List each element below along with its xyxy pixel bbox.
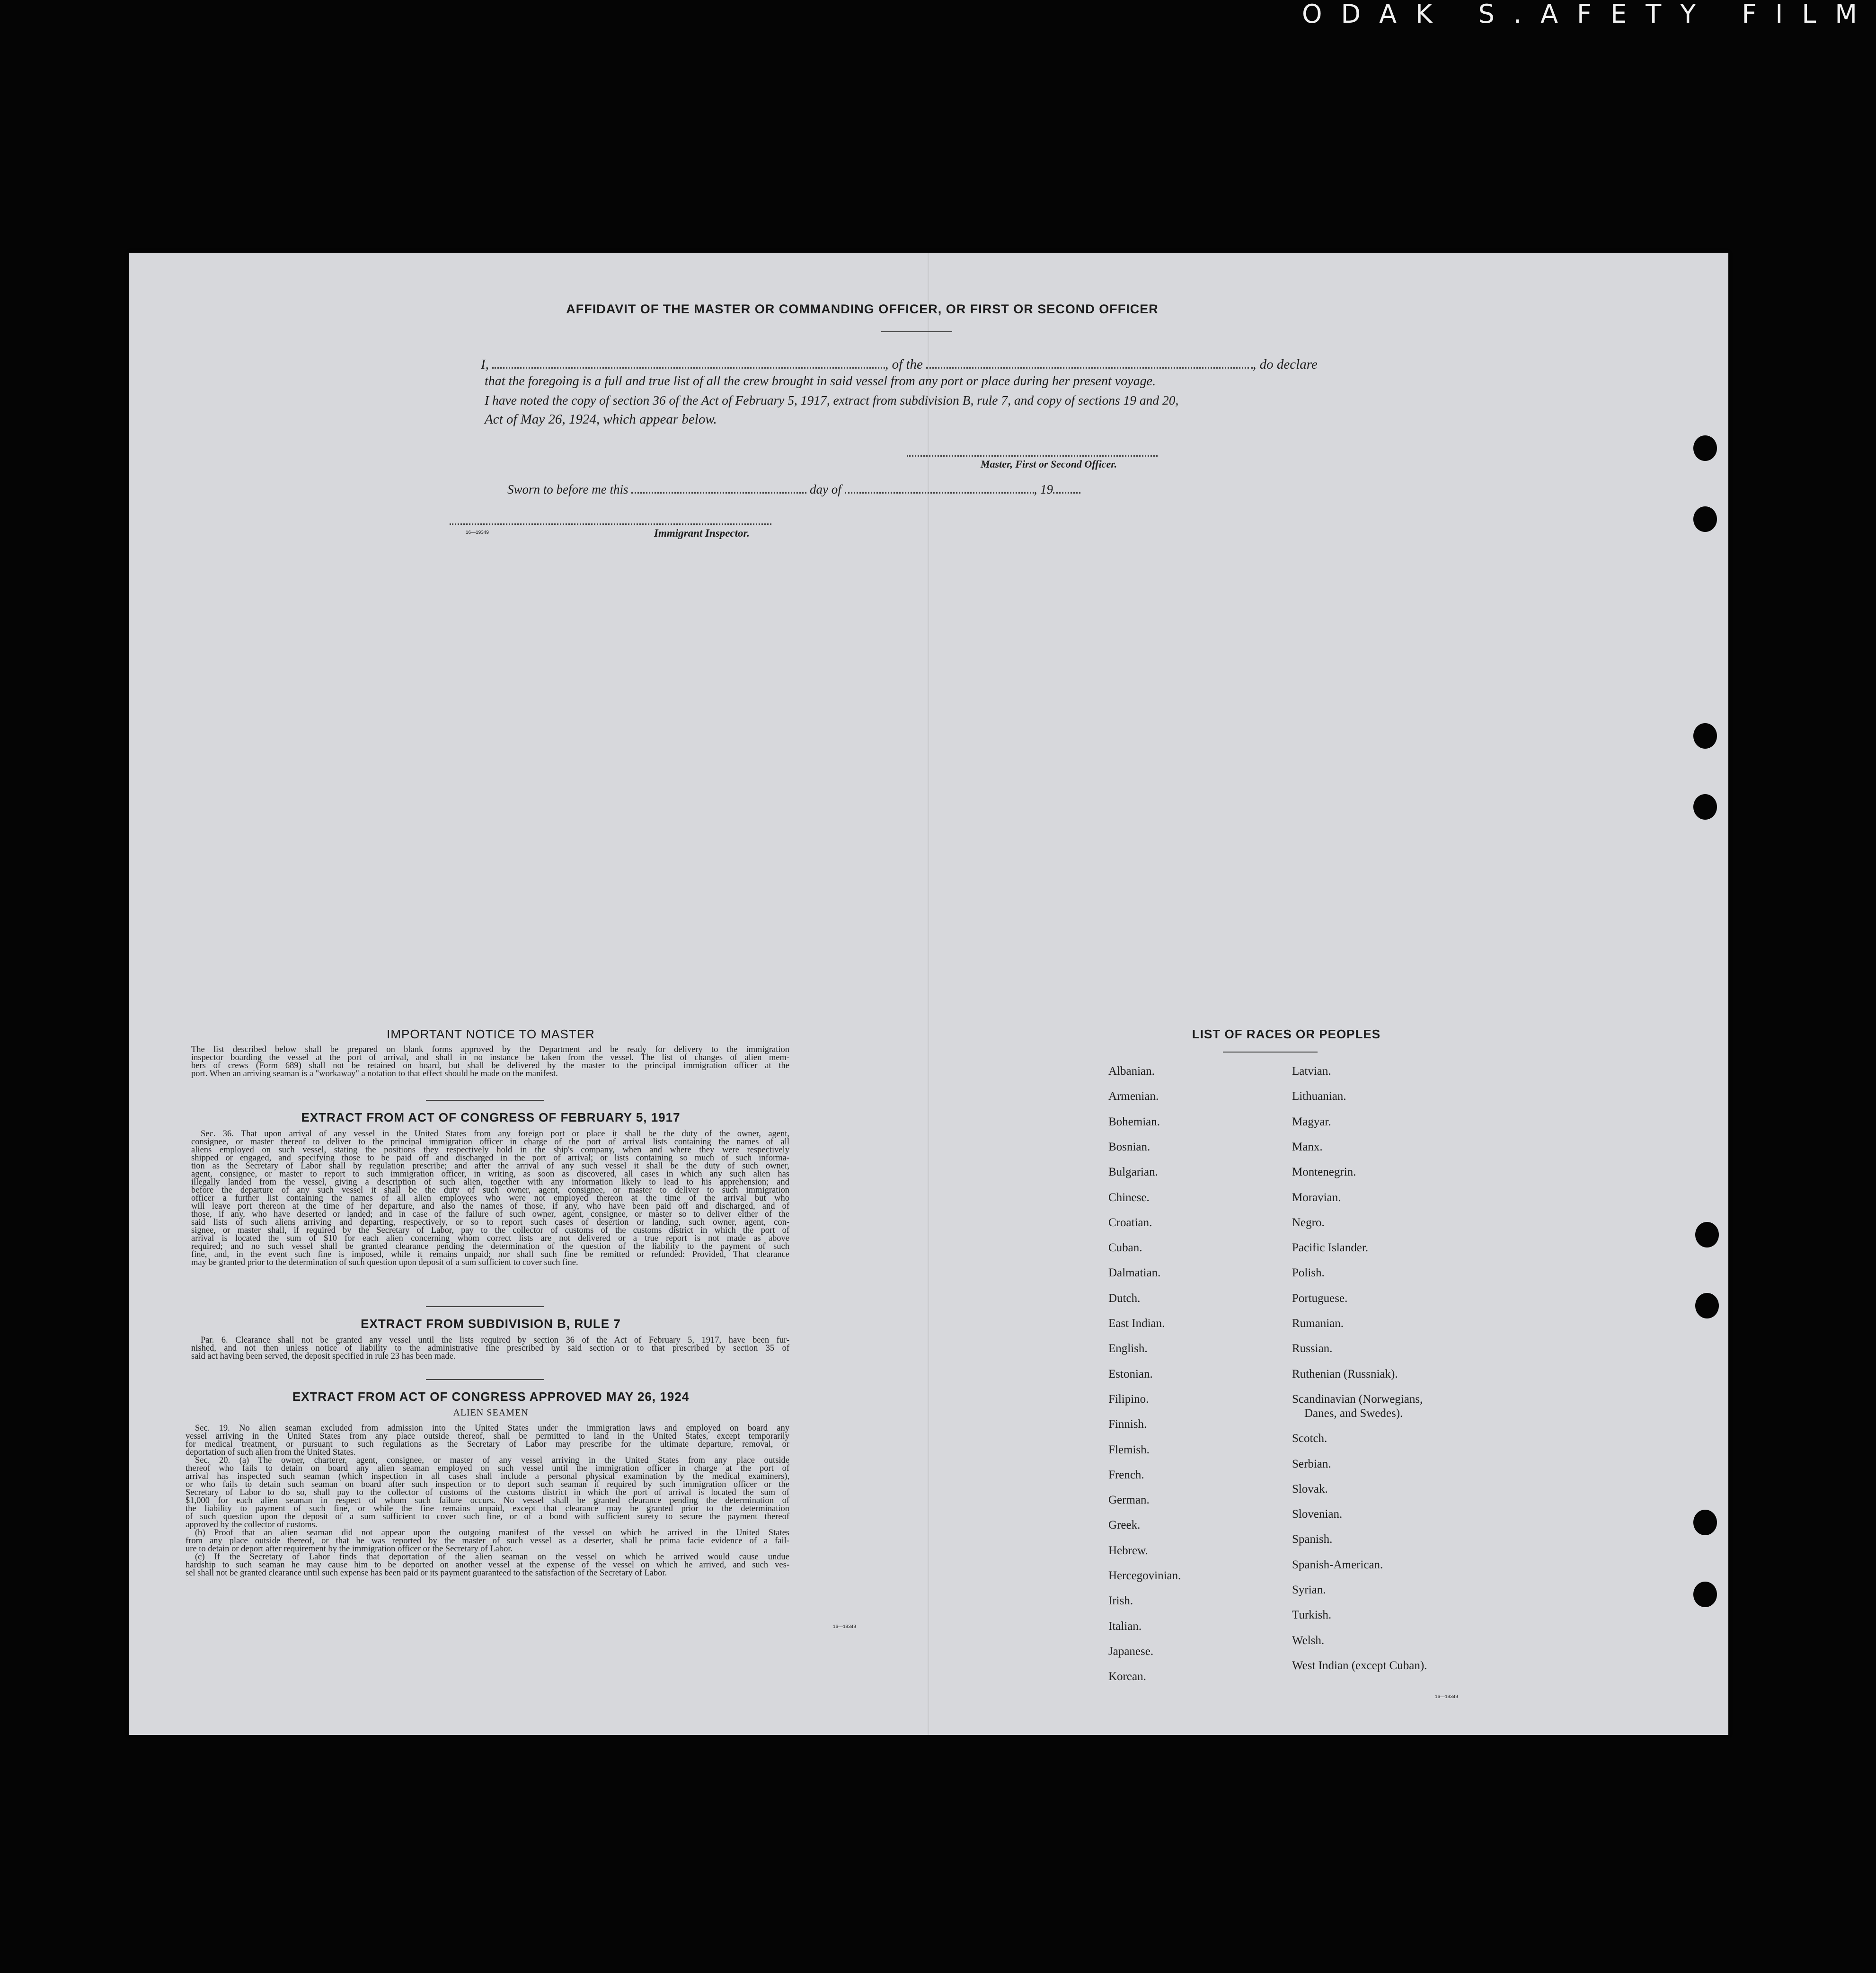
rule-7-line: Par. 6. Clearance shall not be granted any vessel until the lists required by section 36 of the Act of February 5, 1917, have been fur- bbox=[201, 1336, 789, 1345]
race-item: West Indian (except Cuban). bbox=[1292, 1659, 1427, 1672]
race-item: Polish. bbox=[1292, 1266, 1325, 1280]
extract-1924-line: (c) If the Secretary of Labor finds that deportation of the alien seaman on the vessel on which he arrived would cause undue bbox=[195, 1552, 789, 1562]
divider bbox=[426, 1379, 544, 1380]
year-label: , 19 bbox=[1034, 482, 1053, 496]
extract-1924-line: (b) Proof that an alien seaman did not appear upon the outgoing manifest of the vessel on which he arrived in the United States bbox=[195, 1528, 789, 1538]
sworn-year-blank[interactable] bbox=[1053, 479, 1080, 494]
races-title-underline bbox=[1223, 1052, 1318, 1053]
race-item: Bohemian. bbox=[1108, 1115, 1160, 1128]
punch-hole bbox=[1693, 723, 1717, 749]
race-item: Hebrew. bbox=[1108, 1544, 1148, 1557]
extract-1924-line: thereof who fails to detain on board any alien seaman employed on such vessel until the immigration officer in charge at the port of bbox=[186, 1464, 789, 1473]
extract-1917-line: fine, and, in the event such fine is imposed, while it remains unpaid; nor shall such fine be remitted or refunded: Provided, That clearance bbox=[191, 1250, 789, 1259]
extract-1924-line: $1,000 for each alien seaman in respect of whom such failure occurs. No vessel shall be granted clearance pending the determination of bbox=[186, 1496, 789, 1505]
race-item: Portuguese. bbox=[1292, 1292, 1348, 1305]
rule-7-title: EXTRACT FROM SUBDIVISION B, RULE 7 bbox=[361, 1317, 621, 1331]
do-declare-label: , do declare bbox=[1253, 357, 1318, 372]
race-item: Danes, and Swedes). bbox=[1304, 1407, 1403, 1420]
divider bbox=[426, 1100, 544, 1101]
rule-7-line: said act having been served, the deposit specified in rule 23 has been made. bbox=[191, 1352, 456, 1361]
race-item: Pacific Islander. bbox=[1292, 1241, 1369, 1255]
race-item: Dalmatian. bbox=[1108, 1266, 1161, 1280]
punch-hole bbox=[1693, 794, 1717, 820]
race-item: Moravian. bbox=[1292, 1191, 1341, 1204]
film-edge-text: ODAK S.AFETY FILM bbox=[1301, 0, 1876, 28]
race-item: Negro. bbox=[1292, 1216, 1325, 1229]
page-fold bbox=[928, 253, 929, 1735]
extract-1917-line: illegally landed from the vessel, giving a description of such alien, together with any information likely to lead to his apprehension; and bbox=[191, 1177, 789, 1187]
race-item: Armenian. bbox=[1108, 1090, 1159, 1103]
race-item: Filipino. bbox=[1108, 1392, 1149, 1406]
race-item: Irish. bbox=[1108, 1594, 1133, 1608]
race-item: French. bbox=[1108, 1468, 1144, 1481]
sworn-label: Sworn to before me this bbox=[507, 482, 628, 496]
master-signature-label: Master, First or Second Officer. bbox=[981, 458, 1117, 470]
extract-1917-body bbox=[191, 1130, 789, 1267]
extract-1917-line: shipped or engaged, and specifying those to be paid off and discharged in the port of arrival; or lists containing so much of such informa- bbox=[191, 1153, 789, 1163]
extract-1917-title: EXTRACT FROM ACT OF CONGRESS OF FEBRUARY 5, 1917 bbox=[301, 1110, 681, 1124]
name-blank[interactable] bbox=[492, 354, 885, 369]
extract-1924-line: or who fails to detain such seaman on board after such inspection or to deport such seaman if required by such immigration officer or the bbox=[186, 1480, 789, 1489]
race-item: Chinese. bbox=[1108, 1191, 1150, 1204]
race-item: Turkish. bbox=[1292, 1609, 1332, 1622]
race-item: Korean. bbox=[1108, 1670, 1146, 1683]
extract-1917-line: officer a further list containing the names of all alien employees who were not employed thereon at the time of the arrival but who bbox=[191, 1194, 789, 1203]
race-item: Croatian. bbox=[1108, 1216, 1152, 1229]
affidavit-i-label: I, bbox=[481, 357, 489, 372]
race-item: Finnish. bbox=[1108, 1418, 1147, 1431]
extract-1924-line: of such question upon the deposit of a sum sufficient to cover such fine, or of a bond with sufficient surety to secure the payment thereof bbox=[186, 1512, 789, 1522]
extract-1917-line: will leave port thereon at the time of her departure, and also the names of those, if any, who have been paid off and discharged, and of bbox=[191, 1202, 789, 1211]
punch-hole bbox=[1695, 1293, 1719, 1318]
affidavit-line-3: I have noted the copy of section 36 of the Act of February 5, 1917, extract from subdivision B, rule 7, and copy of sections 19 and 20, bbox=[485, 393, 1179, 407]
affidavit-line-2: that the foregoing is a full and true list of all the crew brought in said vessel from any port or place during her present voyage. bbox=[485, 374, 1156, 389]
inspector-signature-line[interactable] bbox=[450, 523, 771, 525]
race-item: Japanese. bbox=[1108, 1645, 1154, 1658]
day-of-label: day of bbox=[810, 482, 841, 496]
extract-1917-line: aliens employed on such vessel, stating the positions they respectively hold in the ship's company, when and where they were respectively bbox=[191, 1145, 789, 1155]
extract-1924-title: EXTRACT FROM ACT OF CONGRESS APPROVED MAY 26, 1924 bbox=[292, 1389, 690, 1404]
punch-hole bbox=[1693, 435, 1717, 461]
race-item: Italian. bbox=[1108, 1619, 1142, 1633]
extract-1917-line: before the departure of any such vessel it shall be the duty of such owner, agent, consignee, or master to deliver to such immigration bbox=[191, 1186, 789, 1195]
race-item: Latvian. bbox=[1292, 1065, 1331, 1078]
race-item: East Indian. bbox=[1108, 1317, 1165, 1330]
extract-1917-line: agent, consignee, or master to report to such immigration officer, in writing, as soon as discovered, all cases in which any such alien has bbox=[191, 1169, 789, 1179]
vessel-blank[interactable] bbox=[926, 354, 1253, 369]
race-item: Cuban. bbox=[1108, 1241, 1142, 1255]
extract-1924-line: vessel arriving in the United States from any place outside thereof, shall be permitted to land in the United States, except temporarily bbox=[186, 1432, 789, 1441]
race-item: Bosnian. bbox=[1108, 1140, 1150, 1153]
race-item: Scandinavian (Norwegians, bbox=[1292, 1392, 1423, 1406]
race-item: Hercegovinian. bbox=[1108, 1569, 1181, 1582]
rule-7-body bbox=[191, 1336, 789, 1361]
race-item: Serbian. bbox=[1292, 1457, 1331, 1470]
affidavit-line-4: Act of May 26, 1924, which appear below. bbox=[485, 412, 717, 427]
race-item: Lithuanian. bbox=[1292, 1090, 1346, 1103]
race-item: Slovenian. bbox=[1292, 1508, 1343, 1521]
sworn-day-blank[interactable] bbox=[631, 479, 806, 494]
punch-hole bbox=[1695, 1222, 1719, 1248]
race-item: Ruthenian (Russniak). bbox=[1292, 1367, 1398, 1380]
notice-title: IMPORTANT NOTICE TO MASTER bbox=[387, 1027, 595, 1041]
sworn-month-blank[interactable] bbox=[845, 479, 1034, 494]
punch-hole bbox=[1693, 506, 1717, 532]
master-signature-line[interactable] bbox=[907, 455, 1158, 457]
notice-body bbox=[191, 1046, 789, 1078]
race-item: Manx. bbox=[1292, 1140, 1323, 1153]
punch-hole bbox=[1693, 1510, 1717, 1535]
sworn-line bbox=[507, 479, 1080, 497]
races-form-number: 16—19349 bbox=[1435, 1694, 1458, 1699]
affidavit-title: AFFIDAVIT OF THE MASTER OR COMMANDING OFFICER, OR FIRST OR SECOND OFFICER bbox=[566, 302, 1159, 316]
title-underline bbox=[881, 331, 952, 332]
notice-line: bers of crews (Form 689) shall not be retained on board, but shall be delivered by the master to the principal immigration officer at the bbox=[191, 1061, 789, 1071]
extract-1924-line: Sec. 19. No alien seaman excluded from admission into the United States under the immigration laws and employed on board any bbox=[195, 1424, 789, 1433]
race-item: Flemish. bbox=[1108, 1443, 1150, 1456]
extract-1917-line: may be granted prior to the determination of such question upon deposit of a sum sufficient to cover such fine. bbox=[191, 1258, 578, 1267]
extract-1924-subtitle: ALIEN SEAMEN bbox=[453, 1407, 529, 1418]
extract-1917-line: tion as the Secretary of Labor shall by regulation prescribe; and after the arrival of any such vessel it shall be the duty of such owner, bbox=[191, 1161, 789, 1171]
extract-1924-line: the liability to payment of such fine, or while the fine remains unpaid, except that clearance may be granted prior to the determination bbox=[186, 1504, 789, 1513]
extract-1924-line: hardship to such seaman he may cause him to be deported on another vessel at the expense of the vessel on which he arrived, and such ves- bbox=[186, 1560, 789, 1570]
affidavit-declaration-line bbox=[481, 354, 1318, 372]
notice-line: inspector boarding the vessel at the port of arrival, and shall in no instance be taken from the vessel. The list of changes of alien mem- bbox=[191, 1053, 789, 1062]
race-item: English. bbox=[1108, 1342, 1148, 1355]
race-item: Greek. bbox=[1108, 1519, 1141, 1532]
race-item: Montenegrin. bbox=[1292, 1166, 1356, 1179]
extract-1917-line: said lists of such aliens arriving and departing, respectively, or so to report such cases of desertion or landing, such owner, agent, con- bbox=[191, 1218, 789, 1227]
punch-hole bbox=[1693, 1582, 1717, 1607]
race-item: Welsh. bbox=[1292, 1634, 1325, 1647]
divider bbox=[426, 1306, 544, 1307]
extract-1917-line: those, if any, who have deserted or landed; and in case of the failure of such owner, agent, consignee, or master so to deliver either of the bbox=[191, 1210, 789, 1219]
extract-1917-line: consignee, or master thereof to deliver to the principal immigration officer in charge of the port of arrival lists containing the names of all bbox=[191, 1137, 789, 1147]
notice-line: The list described below shall be prepared on blank forms approved by the Department and be ready for delivery to the immigration bbox=[191, 1045, 789, 1054]
extract-1917-line: Sec. 36. That upon arrival of any vessel in the United States from any foreign port or place it shall be the duty of the owner, agent, bbox=[201, 1129, 789, 1139]
race-item: Albanian. bbox=[1108, 1065, 1155, 1078]
extract-1917-line: signee, or master shall, if required by the Secretary of Labor, pay to the collector of customs of the customs district in which the port of bbox=[191, 1226, 789, 1235]
extract-1924-line: ure to detain or deport after requirement by the immigration officer or the Secretary of Labor. bbox=[186, 1544, 513, 1554]
extract-1924-line: Secretary of Labor to do so, shall pay to the collector of customs of the customs district in which the port of arrival is located the sum of bbox=[186, 1488, 789, 1497]
race-item: Rumanian. bbox=[1292, 1317, 1344, 1330]
race-item: Russian. bbox=[1292, 1342, 1333, 1355]
extract-1917-line: arrival is located the sum of $10 for each alien concerning whom correct lists are not delivered or a true report is not made as above bbox=[191, 1234, 789, 1243]
extract-1924-body bbox=[186, 1424, 789, 1577]
extract-1917-line: required; and no such vessel shall be granted clearance pending the determination of the question of the liability to the payment of such bbox=[191, 1242, 789, 1251]
race-item: Estonian. bbox=[1108, 1367, 1153, 1380]
extract-1924-line: from any place outside thereof, or that he was reported by the master of such vessel as a deserter, shall be prima facie evidence of a fail- bbox=[186, 1536, 789, 1546]
race-item: Bulgarian. bbox=[1108, 1166, 1158, 1179]
extract-1924-form-number: 16—19349 bbox=[833, 1624, 856, 1629]
rule-7-line: nished, and not then unless notice of liability to the administrative fine prescribed by said section or to that prescribed by section 35 of bbox=[191, 1344, 789, 1353]
race-item: Spanish-American. bbox=[1292, 1558, 1383, 1571]
extract-1924-line: arrival has inspected such seaman (which inspection in all cases shall include a personal physical examination by the medical examiners), bbox=[186, 1472, 789, 1481]
race-item: Dutch. bbox=[1108, 1292, 1141, 1305]
notice-line: port. When an arriving seaman is a "workaway" a notation to that effect should be made on the manifest. bbox=[191, 1069, 558, 1079]
races-title: LIST OF RACES OR PEOPLES bbox=[1192, 1027, 1381, 1041]
affidavit-page bbox=[129, 253, 1728, 1735]
race-item: Scotch. bbox=[1292, 1432, 1327, 1445]
race-item: Syrian. bbox=[1292, 1584, 1326, 1596]
race-item: Slovak. bbox=[1292, 1482, 1328, 1495]
race-item: Spanish. bbox=[1292, 1533, 1333, 1546]
race-item: Magyar. bbox=[1292, 1115, 1331, 1128]
extract-1924-line: sel shall not be granted clearance until such expense has been paid or its payment guaranteed to the satisfaction of the Secretary of Labor. bbox=[186, 1568, 667, 1578]
affidavit-of-the-label: , of the bbox=[885, 357, 923, 372]
affidavit-form-number: 16—19349 bbox=[466, 530, 489, 535]
extract-1924-line: Sec. 20. (a) The owner, charterer, agent, consignee, or master of any vessel arriving in the United States from any place outside bbox=[195, 1456, 789, 1465]
race-item: German. bbox=[1108, 1494, 1150, 1507]
extract-1924-line: deportation of such alien from the United States. bbox=[186, 1448, 356, 1457]
extract-1924-line: approved by the collector of customs. bbox=[186, 1520, 318, 1530]
inspector-signature-label: Immigrant Inspector. bbox=[654, 527, 750, 539]
extract-1924-line: for medical treatment, or pursuant to such regulations as the Secretary of Labor may prescribe for the ultimate departure, removal, or bbox=[186, 1440, 789, 1449]
